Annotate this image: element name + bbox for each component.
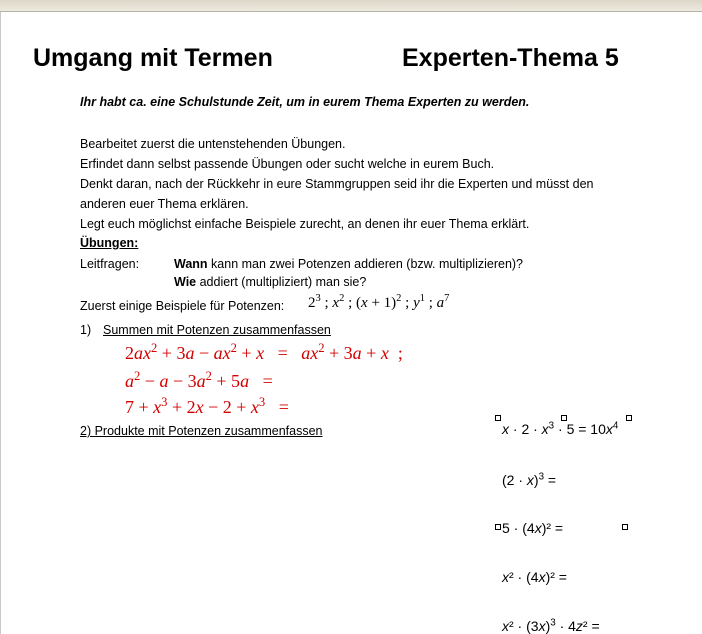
instruction-line: anderen euer Thema erklären. <box>80 197 249 211</box>
instruction-line: Erfindet dann selbst passende Übungen oder sucht welche in eurem Buch. <box>80 157 495 171</box>
page-title: Umgang mit Termen <box>33 44 273 72</box>
formula-sum-2: $a^2 - a - 3a^2 + 5a$ = <box>125 369 273 391</box>
selection-handle[interactable] <box>495 524 501 530</box>
intro-text: Ihr habt ca. eine Schulstunde Zeit, um in eurem Thema Experten zu werden. <box>80 95 530 109</box>
instruction-line: Bearbeitet zuerst die untenstehenden Übungen. <box>80 137 346 151</box>
page-edge <box>0 12 1 634</box>
instruction-line: Denkt daran, nach der Rückkehr in eure Stammgruppen seid ihr die Experten und müsst den <box>80 177 594 191</box>
section-2-title: 2) Produkte mit Potenzen zusammenfassen <box>80 424 323 438</box>
formula-sum-1: $2ax^2 + 3a - ax^2 + x = ax^2 + 3a + x$ ; <box>125 341 403 363</box>
exercises-heading: Übungen: <box>80 236 139 250</box>
guiding-q1-text: kann man zwei Potenzen addieren (bzw. multiplizieren)? <box>207 257 524 271</box>
guiding-q2-keyword: Wie <box>174 275 197 289</box>
selection-handle[interactable] <box>622 524 628 530</box>
guiding-question-2 <box>174 275 366 289</box>
guiding-question-1 <box>174 257 523 271</box>
section-1-title: Summen mit Potenzen zusammenfassen <box>103 323 331 337</box>
formula-product-1: $x \cdot 2 \cdot x^3 \cdot 5 = 10x^4$ <box>502 420 619 437</box>
selection-handle[interactable] <box>495 415 501 421</box>
topic-title: Experten-Thema 5 <box>402 44 619 72</box>
section-1-number: 1) <box>80 323 92 337</box>
formula-sum-3: $7 + x^3 + 2x - 2 + x^3$ = <box>125 395 289 417</box>
examples-label: Zuerst einige Beispiele für Potenzen: <box>80 299 285 313</box>
formula-product-5: $x^2 \cdot (3x)^3 \cdot 4z^2$ = <box>502 617 600 634</box>
guiding-label: Leitfragen: <box>80 257 140 271</box>
selection-handle[interactable] <box>626 415 632 421</box>
instruction-line: Legt euch möglichst einfache Beispiele zurecht, an denen ihr euer Thema erklärt. <box>80 217 530 231</box>
guiding-q1-keyword: Wann <box>174 257 208 271</box>
toolbar-strip <box>0 0 702 12</box>
formula-product-3: 5 · (4x)² = <box>502 520 564 536</box>
formula-product-2: $(2 \cdot x)^3$ = <box>502 471 557 488</box>
power-examples-formula: $2^3$ ; $x^2$ ; $(x + 1)^2$ ; $y^1$ ; $a^7$ <box>308 293 450 311</box>
guiding-q2-text: addiert (multipliziert) man sie? <box>196 275 367 289</box>
formula-product-4: x² · (4x)² = <box>502 569 567 585</box>
